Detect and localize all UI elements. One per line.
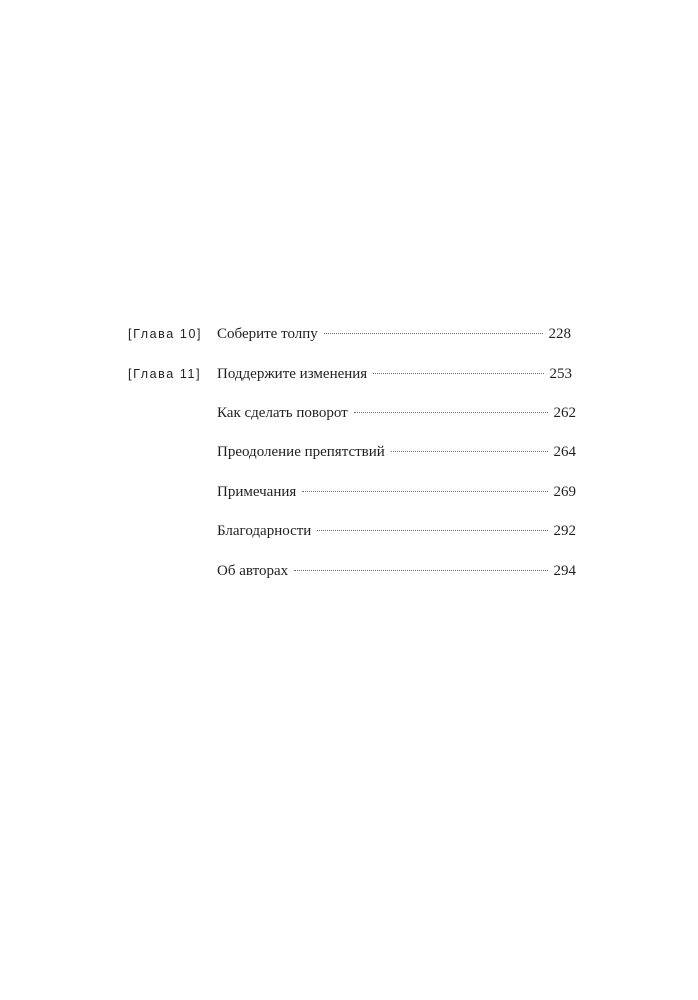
chapter-label: [Глава 11] — [128, 367, 202, 381]
toc-entry — [0, 362, 698, 386]
toc-entry — [0, 401, 698, 425]
page-number: 294 — [553, 563, 576, 579]
entry-title: Преодоление препятствий — [217, 444, 385, 460]
entry-title: Об авторах — [217, 563, 289, 579]
dot-leader — [354, 412, 548, 413]
chapter-label: [Глава 10] — [128, 327, 203, 341]
dot-leader — [317, 530, 547, 531]
entry-title: Благодарности — [217, 523, 312, 539]
toc-entry-link — [217, 519, 576, 543]
toc-entry — [0, 559, 698, 583]
toc-entry-link — [217, 480, 576, 504]
page-number: 269 — [553, 484, 576, 500]
dot-leader — [294, 570, 547, 571]
dot-leader — [391, 451, 548, 452]
entry-title: Примечания — [217, 484, 297, 500]
toc-entry-link — [217, 362, 572, 386]
toc-entry-link — [217, 401, 576, 425]
dot-leader — [324, 333, 543, 334]
page-number: 262 — [553, 405, 576, 421]
toc-entry — [0, 519, 698, 543]
entry-title: Поддержите изменения — [217, 366, 368, 382]
toc-entry — [0, 322, 698, 346]
dot-leader — [373, 373, 543, 374]
toc-entry-link — [217, 322, 571, 346]
entry-title: Соберите толпу — [217, 326, 318, 342]
toc-entry — [0, 480, 698, 504]
toc-entry-link — [217, 440, 576, 464]
page-number: 228 — [548, 326, 571, 342]
page-number: 264 — [553, 444, 576, 460]
page-number: 253 — [549, 366, 572, 382]
toc-entry-link — [217, 559, 576, 583]
dot-leader — [302, 491, 547, 492]
page-number: 292 — [553, 523, 576, 539]
toc-entry — [0, 440, 698, 464]
entry-title: Как сделать поворот — [217, 405, 348, 421]
